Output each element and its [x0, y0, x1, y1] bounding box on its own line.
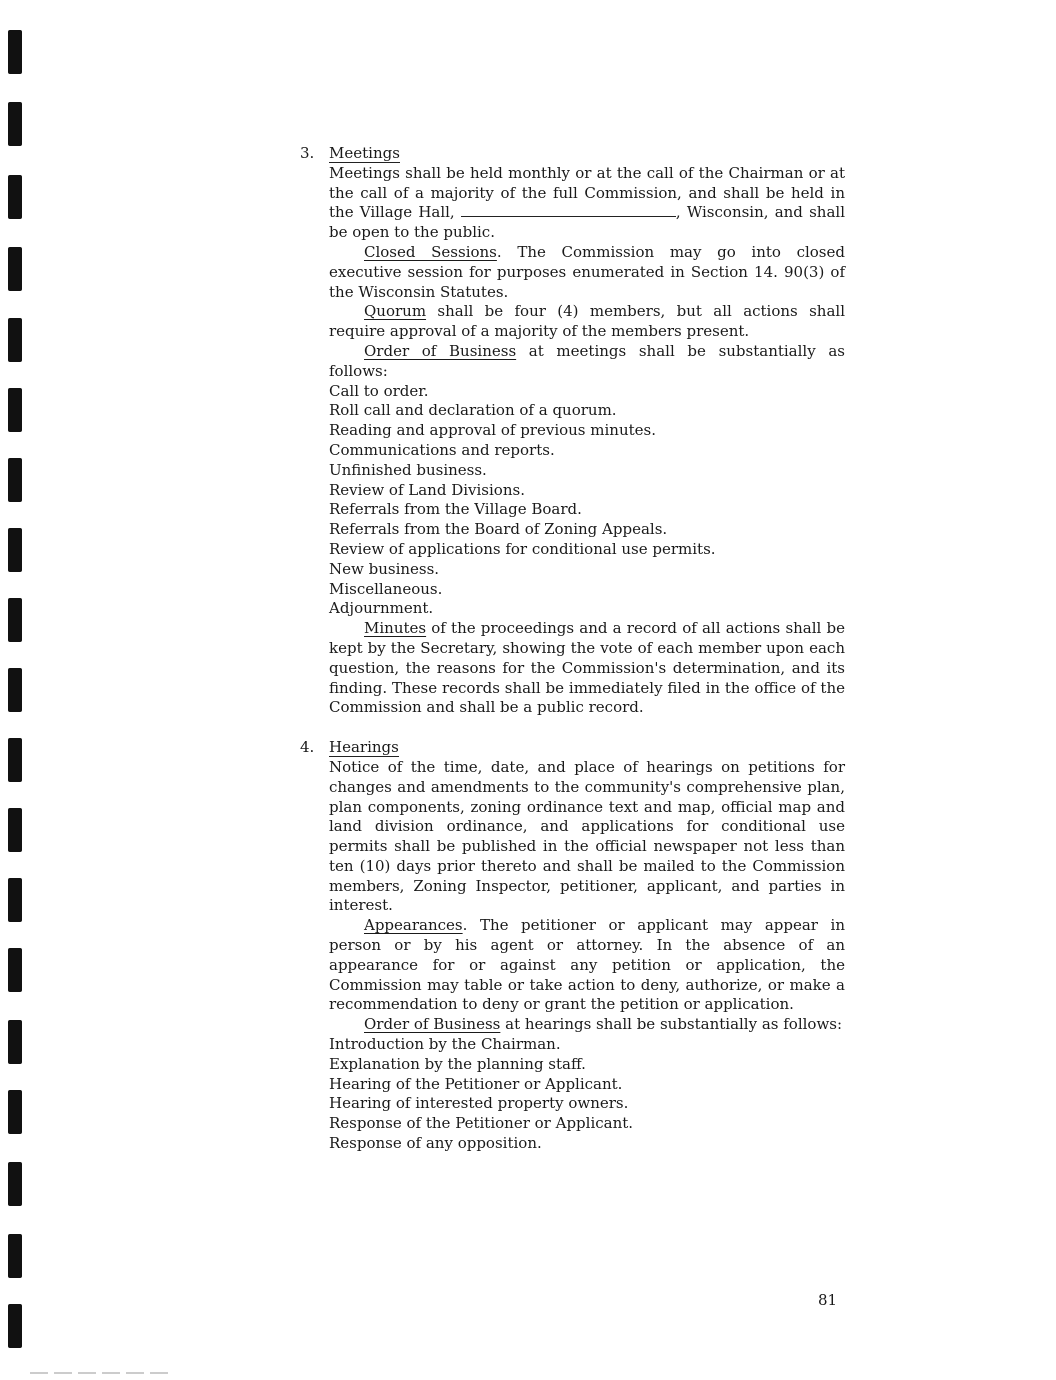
appearances-label: Appearances [364, 916, 463, 935]
appearances-paragraph [329, 916, 845, 1015]
hearings-notice-paragraph: Notice of the time, date, and place of hearings on petitions for changes and amendments to the community's comprehensive plan, plan components, zoning ordinance text and map, official map and land division ordinance, and applications for conditional use permits shall be published in the official newspaper not less than ten (10) days prior thereto and shall be mailed to the Commission members, Zoning Inspector, petitioner, applicant, and parties in interest. [329, 757, 845, 915]
binding-mark [8, 1234, 22, 1278]
list-item: Adjournment. [329, 599, 434, 618]
quorum-paragraph [329, 302, 845, 342]
list-item: Miscellaneous. [329, 579, 443, 598]
order-of-business-text: at hearings shall be substantially as follows: [500, 1015, 843, 1034]
section-hearings [300, 738, 845, 1154]
binding-mark [8, 175, 22, 219]
hearing-agenda-list [329, 1035, 845, 1154]
binding-mark [8, 318, 22, 362]
meeting-agenda-list [329, 382, 845, 620]
list-item: Roll call and declaration of a quorum. [329, 401, 617, 420]
binding-mark [8, 1090, 22, 1134]
order-of-business-paragraph [329, 1015, 845, 1035]
section-number: 3. [300, 144, 315, 162]
order-of-business-label: Order of Business [364, 341, 517, 360]
binding-mark [8, 247, 22, 291]
binding-mark [8, 528, 22, 572]
binding-mark [8, 878, 22, 922]
list-item: Referrals from the Village Board. [329, 500, 582, 519]
list-item: Call to order. [329, 381, 429, 400]
binding-mark [8, 808, 22, 852]
meetings-text-end: , Wisconsin, and shall be open to the public. [329, 203, 845, 242]
list-item: Hearing of the Petitioner or Applicant. [329, 1074, 623, 1093]
list-item: Reading and approval of previous minutes. [329, 421, 656, 440]
appearances-text: . The petitioner or applicant may appear in person or by his agent or attorney. In the absence of an appearance for or against any petition or application, the Commission may table or take action to deny, authorize, or make a recommendation to deny or grant the petition or application. [329, 916, 845, 1014]
section-meetings [300, 144, 845, 718]
section-body [329, 738, 845, 1154]
quorum-text: shall be four (4) members, but all actions shall require approval of a majority of the members present. [329, 302, 845, 341]
meetings-text: Meetings shall be held monthly or at the call of the Chairman or at the call of a majority of the full Commission, and shall be held in the Village Hall, [329, 163, 845, 222]
list-item: Review of applications for conditional use permits. [329, 539, 716, 558]
binding-mark [8, 388, 22, 432]
closed-sessions-text: . The Commission may go into closed executive session for purposes enumerated in Section 14. 90(3) of the Wisconsin Statutes. [329, 242, 845, 301]
binding-mark [8, 1162, 22, 1206]
scan-edge-artifact [30, 1372, 170, 1374]
binding-mark [8, 1020, 22, 1064]
list-item: Referrals from the Board of Zoning Appeals. [329, 520, 668, 539]
list-item: Explanation by the planning staff. [329, 1054, 586, 1073]
meetings-paragraph [329, 164, 845, 243]
binding-mark [8, 458, 22, 502]
list-item: Review of Land Divisions. [329, 480, 525, 499]
binding-mark [8, 948, 22, 992]
quorum-label: Quorum [364, 302, 427, 321]
order-of-business-paragraph [329, 342, 845, 382]
binding-marks [0, 0, 40, 1380]
list-item: Communications and reports. [329, 440, 555, 459]
binding-mark [8, 102, 22, 146]
order-of-business-label: Order of Business [364, 1015, 501, 1034]
section-heading: Hearings [329, 738, 399, 757]
minutes-label: Minutes [364, 619, 427, 638]
binding-mark [8, 598, 22, 642]
binding-mark [8, 30, 22, 74]
list-item: Response of any opposition. [329, 1134, 542, 1153]
list-item: Unfinished business. [329, 460, 487, 479]
binding-mark [8, 668, 22, 712]
minutes-text: of the proceedings and a record of all actions shall be kept by the Secretary, showing the vote of each member upon each question, the reasons for the Commission's determination, and its finding. These records shall be immediately filed in the office of the Commission and shall be a public record. [329, 619, 845, 717]
list-item: Response of the Petitioner or Applicant. [329, 1114, 634, 1133]
list-item: New business. [329, 559, 440, 578]
list-item: Introduction by the Chairman. [329, 1035, 561, 1054]
binding-mark [8, 1304, 22, 1348]
minutes-paragraph [329, 619, 845, 718]
section-heading: Meetings [329, 144, 400, 162]
section-spacer [300, 718, 845, 738]
order-of-business-text: at meetings shall be substantially as follows: [329, 341, 845, 380]
section-body [329, 144, 845, 718]
fill-in-blank [461, 204, 676, 217]
document-body [300, 144, 845, 1154]
closed-sessions-paragraph [329, 243, 845, 302]
binding-mark [8, 738, 22, 782]
section-number: 4. [300, 738, 315, 757]
list-item: Hearing of interested property owners. [329, 1094, 629, 1113]
page-number: 81 [818, 1291, 838, 1309]
closed-sessions-label: Closed Sessions [364, 242, 497, 261]
